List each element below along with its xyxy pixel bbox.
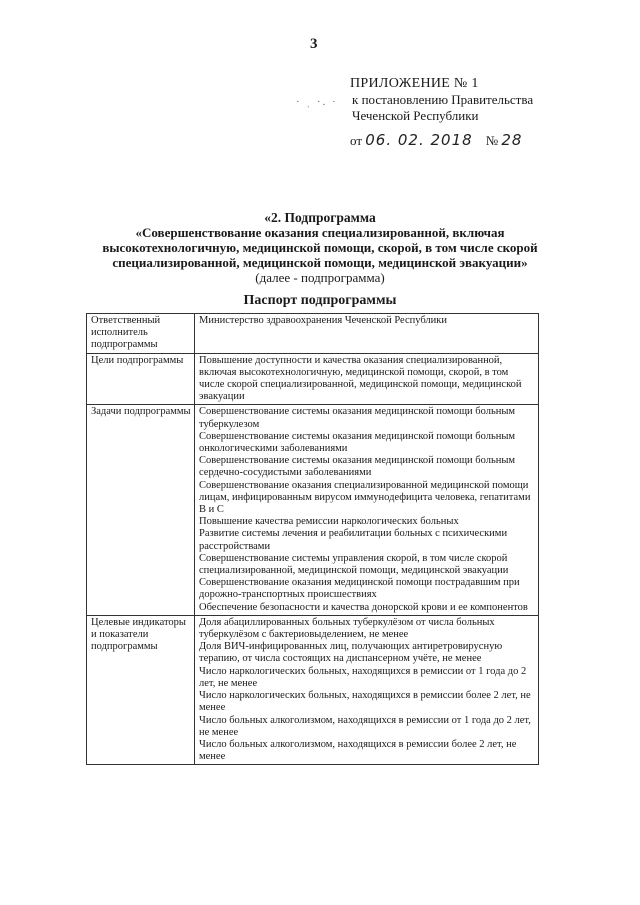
- row-label: Целевые индикаторы и показатели подпрограммы: [87, 615, 195, 764]
- list-item: Число больных алкоголизмом, находящихся в ремиссии более 2 лет, не менее: [199, 738, 517, 763]
- list-item: Совершенствование оказания медицинской помощи пострадавшим при дорожно-транспортных происшествиях: [199, 577, 520, 601]
- list-item: Доля абациллированных больных туберкулёзом от числа больных туберкулёзом с бактериовыделением, не менее: [199, 616, 495, 641]
- list-item: Доля ВИЧ-инфицированных лиц, получающих антиретровирусную терапию, от числа состоящих на диспансерном учёте, не менее: [199, 641, 503, 665]
- number-value: 28: [501, 131, 523, 149]
- row-value: [195, 353, 539, 405]
- list-item: Развитие системы лечения и реабилитации больных с психическими расстройствами: [199, 528, 508, 552]
- row-label: Цели подпрограммы: [87, 353, 195, 405]
- list-item: Совершенствование системы оказания медицинской помощи больным туберкулезом: [199, 406, 516, 430]
- appendix-title: ПРИЛОЖЕНИЕ № 1: [350, 76, 479, 91]
- list-item: Совершенствование системы оказания медицинской помощи больным онкологическими заболеваниями: [199, 430, 516, 455]
- table-row: [87, 314, 539, 354]
- program-title-line-1: «Совершенствование оказания специализированной, включая: [135, 225, 505, 240]
- list-item: Число наркологических больных, находящихся в ремиссии более 2 лет, не менее: [199, 690, 531, 714]
- appendix-block: [350, 76, 533, 149]
- table-row: [87, 615, 539, 764]
- list-item: Число наркологических больных, находящихся в ремиссии от 1 года до 2 лет, не менее: [199, 665, 527, 689]
- appendix-date-line: [350, 132, 533, 149]
- row-label: Ответственный исполнитель подпрограммы: [87, 314, 195, 354]
- list-item: Обеспечение безопасности и качества донорской крови и ее компонентов: [199, 601, 528, 613]
- program-title-block: [70, 210, 570, 285]
- page-number: 3: [310, 36, 318, 52]
- appendix-line-1: к постановлению Правительства: [352, 92, 534, 107]
- row-value: [195, 314, 539, 354]
- program-title-line-2: высокотехнологичную, медицинской помощи, скорой, в том числе скорой: [102, 240, 538, 255]
- list-item: Совершенствование системы оказания медицинской помощи больным сердечно-сосудистыми заболеваниями: [199, 455, 516, 479]
- date-value: 06. 02. 2018: [365, 131, 473, 149]
- program-heading: «2. Подпрограмма: [264, 210, 376, 225]
- list-item: Повышение доступности и качества оказания специализированной, включая высокотехнологичную, медицинской помощи, скорой, в том числе скорой специализированной, медицинской помощи, медицинской эвакуации: [199, 354, 522, 403]
- list-item: Министерство здравоохранения Чеченской Республики: [199, 315, 448, 326]
- row-value: [195, 405, 539, 615]
- passport-table: [86, 313, 539, 765]
- stamp-mark: · ˌ ·. ·: [296, 96, 338, 108]
- table-row: [87, 405, 539, 615]
- date-prefix: от: [350, 133, 363, 148]
- list-item: Число больных алкоголизмом, находящихся в ремиссии от 1 года до 2 лет, не менее: [199, 714, 531, 738]
- passport-title: Паспорт подпрограммы: [243, 293, 397, 308]
- list-item: Совершенствование системы управления скорой, в том числе скорой специализированной, медицинской помощи, медицинской эвакуации: [199, 552, 509, 577]
- program-subtitle: (далее - подпрограмма): [255, 270, 385, 285]
- appendix-line-2: Чеченской Республики: [352, 108, 479, 123]
- program-title-line-3: специализированной, медицинской помощи, медицинской эвакуации»: [112, 255, 528, 270]
- list-item: Совершенствование оказания специализированной медицинской помощи лицам, инфицированным вирусом иммунодефицита человека, гепатитами В и С: [199, 479, 531, 516]
- number-prefix: №: [485, 133, 499, 148]
- table-row: [87, 353, 539, 405]
- row-value: [195, 615, 539, 764]
- row-label: Задачи подпрограммы: [87, 405, 195, 615]
- list-item: Повышение качества ремиссии наркологических больных: [199, 516, 459, 528]
